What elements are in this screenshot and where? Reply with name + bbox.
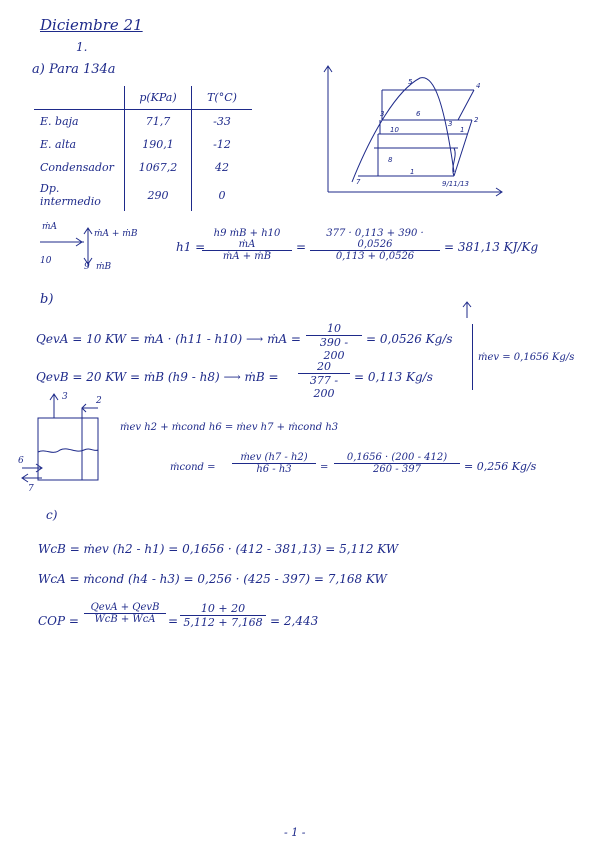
tank-label-7: 7 <box>28 484 34 494</box>
table-cell: 1067,2 <box>125 156 192 179</box>
part-a-label: a) Para 134a <box>32 62 116 77</box>
fraction-numerator: 10 <box>306 322 362 336</box>
point-label: 10 <box>390 126 399 134</box>
equals-sign: = <box>296 240 307 254</box>
fraction-denominator: ṁA + ṁB <box>222 251 272 262</box>
cop-lhs: COP = <box>38 614 79 628</box>
qev-a-result: = 0,0526 Kg/s <box>366 332 453 346</box>
table-cell: 42 <box>215 161 229 174</box>
energy-balance: ṁev h2 + ṁcond h6 = ṁev h7 + ṁcond h3 <box>120 422 339 433</box>
point-label-9-11-13: 9/11/13 <box>442 180 469 188</box>
divider <box>472 324 473 390</box>
part-c-label: c) <box>46 508 58 522</box>
qev-a-fraction <box>306 322 362 362</box>
qev-b-equation: QevB = 20 KW = ṁB (h9 - h8) ⟶ ṁB = <box>36 370 279 384</box>
fraction-denominator: h6 - h3 <box>256 464 292 475</box>
h1-numeric-fraction <box>310 228 440 262</box>
compression-3-4 <box>458 90 474 120</box>
table-cell: 290 <box>125 179 192 211</box>
fraction-numerator: ṁev (h7 - h2) <box>232 452 316 464</box>
tank-label-6: 6 <box>18 456 24 466</box>
point-label: 1 <box>410 168 415 176</box>
equals-sign: = <box>320 462 329 473</box>
cop-numeric-fraction <box>180 602 266 629</box>
flash-tank-sketch <box>20 392 100 492</box>
table-header-cell: T(°C) <box>192 86 253 110</box>
table-cell: -33 <box>213 115 231 128</box>
cop-symbolic-fraction <box>84 602 166 625</box>
mcond-lhs: ṁcond = <box>170 462 216 473</box>
point-label: 7 <box>356 178 361 186</box>
saturation-dome <box>352 78 454 182</box>
table-cell: -12 <box>213 138 231 151</box>
table-cell: 71,7 <box>125 110 192 134</box>
fraction-denominator: 377 - 200 <box>309 374 339 400</box>
fraction-numerator: QevA + QevB <box>84 602 166 614</box>
table-cell: 190,1 <box>125 133 192 156</box>
qev-b-fraction <box>298 360 350 400</box>
page-number: - 1 - <box>284 826 306 839</box>
table-header-cell <box>34 86 125 110</box>
fraction-denominator: 0,113 + 0,0526 <box>335 251 415 262</box>
label-mb: ṁB <box>96 262 112 272</box>
fraction-denominator: WcB + WcA <box>94 614 156 625</box>
fraction-numerator: 377 · 0,113 + 390 · 0,0526 <box>310 228 440 251</box>
point-label: 2 <box>474 116 479 124</box>
qev-b-result: = 0,113 Kg/s <box>354 370 433 384</box>
table-row <box>34 133 252 156</box>
label-node-9: 9 <box>84 262 90 272</box>
h1-symbolic-fraction <box>202 228 292 262</box>
table-cell: Condensador <box>40 161 114 174</box>
mcond-numeric-fraction <box>334 452 460 475</box>
point-label: 3 <box>448 120 453 128</box>
fraction-numerator: 10 + 20 <box>180 602 266 616</box>
table-cell: E. alta <box>40 138 77 151</box>
point-label: 5 <box>408 78 413 86</box>
table-row <box>34 110 252 134</box>
liquid-level <box>38 449 98 452</box>
cop-result: = 2,443 <box>270 614 319 628</box>
problem-number: 1. <box>76 40 88 54</box>
fraction-denominator: 390 - 200 <box>319 336 349 362</box>
fraction-denominator: 5,112 + 7,168 <box>183 616 263 629</box>
point-label: 3 <box>380 110 385 118</box>
point-label: 6 <box>416 110 421 118</box>
mcond-symbolic-fraction <box>232 452 316 475</box>
table-row <box>34 156 252 179</box>
point-label: 1 <box>460 126 465 134</box>
qev-a-equation: QevA = 10 KW = ṁA · (h11 - h10) ⟶ ṁA = <box>36 332 301 346</box>
point-label: 8 <box>388 156 393 164</box>
page-title: Diciembre 21 <box>40 16 143 34</box>
label-node-10: 10 <box>40 256 52 266</box>
table-row <box>34 179 252 211</box>
label-ma: ṁA <box>42 222 58 232</box>
label-total-flow: ṁA + ṁB <box>94 229 138 239</box>
table-cell: E. baja <box>40 115 79 128</box>
fraction-numerator: 20 <box>298 360 350 374</box>
fraction-denominator: 260 - 397 <box>373 464 421 475</box>
equals-sign: = <box>168 614 179 628</box>
h1-lhs: h1 = <box>176 240 206 254</box>
table-header-cell: p(KPa) <box>125 86 192 110</box>
refrigerant-properties-table <box>34 86 252 211</box>
table-cell: 0 <box>218 188 226 202</box>
point-label: 4 <box>476 82 481 90</box>
ph-diagram <box>322 62 512 202</box>
tank-label-2: 2 <box>96 396 102 406</box>
part-b-label: b) <box>40 292 54 307</box>
up-arrow-icon <box>462 300 472 320</box>
fraction-numerator: 0,1656 · (200 - 412) <box>334 452 460 464</box>
h1-result: = 381,13 KJ/Kg <box>444 240 539 254</box>
wcb-equation: WcB = ṁev (h2 - h1) = 0,1656 · (412 - 381,13) = 5,112 KW <box>38 542 399 556</box>
wca-equation: WcA = ṁcond (h4 - h3) = 0,256 · (425 - 397) = 7,168 KW <box>38 572 387 586</box>
tank-label-3: 3 <box>62 392 68 402</box>
mev-note: ṁev = 0,1656 Kg/s <box>478 352 575 363</box>
mcond-result: = 0,256 Kg/s <box>464 460 537 473</box>
fraction-numerator: h9 ṁB + h10 ṁA <box>202 228 292 251</box>
table-cell: Dp. intermedio <box>40 182 101 208</box>
